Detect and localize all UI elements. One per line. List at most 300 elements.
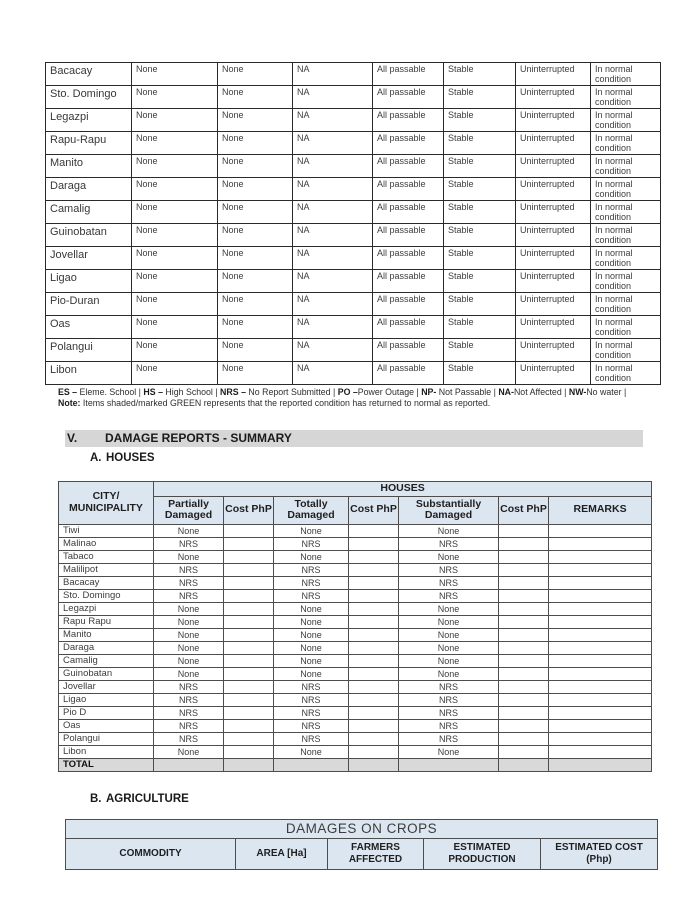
table-row (59, 550, 652, 563)
row-label-cell: Bacacay (46, 63, 132, 86)
value-cell: None (399, 615, 499, 628)
value-cell: All passable (373, 270, 444, 293)
value-cell: NA (293, 201, 373, 224)
value-cell: NA (293, 63, 373, 86)
row-label-cell: Legazpi (59, 602, 154, 615)
value-cell: NA (293, 362, 373, 385)
value-cell: All passable (373, 155, 444, 178)
value-cell (499, 732, 549, 745)
value-cell: None (218, 224, 293, 247)
value-cell (224, 680, 274, 693)
value-cell: None (132, 270, 218, 293)
row-label-cell: Rapu-Rapu (46, 132, 132, 155)
value-cell: None (399, 745, 499, 758)
value-cell: None (132, 201, 218, 224)
value-cell (224, 745, 274, 758)
value-cell: NA (293, 293, 373, 316)
value-cell: In normal condition (591, 63, 661, 86)
value-cell: None (274, 667, 349, 680)
value-cell: NRS (154, 693, 224, 706)
value-cell (349, 680, 399, 693)
houses-col-partially-damaged: Partially Damaged (154, 496, 224, 524)
table-row (46, 247, 661, 270)
value-cell: NRS (154, 680, 224, 693)
value-cell (499, 615, 549, 628)
value-cell: In normal condition (591, 109, 661, 132)
value-cell (349, 667, 399, 680)
value-cell: NRS (154, 563, 224, 576)
status-table (45, 62, 661, 385)
value-cell (224, 563, 274, 576)
value-cell: None (218, 109, 293, 132)
empty-cell (154, 758, 224, 771)
value-cell (224, 537, 274, 550)
table-row (46, 109, 661, 132)
row-label-cell: Ligao (59, 693, 154, 706)
value-cell: NRS (274, 537, 349, 550)
value-cell: None (132, 63, 218, 86)
value-cell (224, 693, 274, 706)
table-row (46, 63, 661, 86)
subsection-title: AGRICULTURE (106, 792, 189, 805)
value-cell: None (218, 155, 293, 178)
value-cell (499, 537, 549, 550)
value-cell: All passable (373, 293, 444, 316)
value-cell: None (154, 550, 224, 563)
table-row (59, 602, 652, 615)
value-cell: None (274, 524, 349, 537)
value-cell: NRS (154, 732, 224, 745)
crops-table-header (66, 819, 658, 869)
empty-cell (499, 758, 549, 771)
value-cell (224, 615, 274, 628)
row-label-cell: Sto. Domingo (46, 86, 132, 109)
value-cell: None (132, 224, 218, 247)
value-cell (349, 745, 399, 758)
value-cell (499, 628, 549, 641)
value-cell: All passable (373, 132, 444, 155)
value-cell: Stable (444, 270, 516, 293)
value-cell: In normal condition (591, 178, 661, 201)
empty-cell (224, 758, 274, 771)
value-cell: Uninterrupted (516, 201, 591, 224)
row-label-cell: Daraga (59, 641, 154, 654)
value-cell: None (218, 86, 293, 109)
table-row (46, 86, 661, 109)
value-cell (549, 550, 652, 563)
value-cell (549, 524, 652, 537)
value-cell (549, 719, 652, 732)
value-cell: All passable (373, 339, 444, 362)
value-cell: NA (293, 132, 373, 155)
subsection-letter: A. (90, 452, 102, 464)
value-cell (499, 563, 549, 576)
table-row (59, 576, 652, 589)
table-row (59, 589, 652, 602)
houses-col-city-line1: CITY/ (92, 490, 120, 503)
value-cell: None (154, 745, 224, 758)
houses-col-cost-1: Cost PhP (224, 496, 274, 524)
value-cell: NA (293, 270, 373, 293)
value-cell (224, 667, 274, 680)
houses-col-cost-3: Cost PhP (499, 496, 549, 524)
value-cell: None (274, 641, 349, 654)
row-label-cell: Libon (46, 362, 132, 385)
value-cell (224, 732, 274, 745)
crops-col-area: AREA [Ha] (236, 838, 328, 869)
value-cell: None (274, 602, 349, 615)
value-cell (224, 589, 274, 602)
value-cell (549, 628, 652, 641)
value-cell: None (132, 178, 218, 201)
value-cell: None (274, 550, 349, 563)
legend-abbreviations: ES – Eleme. School | HS – High School | NRS – No Report Submitted | PO –Power Outage | NP- Not Passable | NA-Not Affected | NW-No water | (58, 387, 627, 397)
row-label-cell: Rapu Rapu (59, 615, 154, 628)
value-cell: None (399, 602, 499, 615)
table-row (59, 732, 652, 745)
subsection-houses (90, 452, 700, 464)
value-cell: NRS (274, 563, 349, 576)
value-cell: None (274, 628, 349, 641)
value-cell: None (132, 86, 218, 109)
value-cell (499, 589, 549, 602)
value-cell: Stable (444, 86, 516, 109)
table-row (59, 654, 652, 667)
value-cell (224, 576, 274, 589)
value-cell: Stable (444, 201, 516, 224)
table-row (46, 155, 661, 178)
value-cell: None (274, 654, 349, 667)
legend-note (58, 398, 648, 409)
value-cell: NRS (399, 719, 499, 732)
row-label-cell: Polangui (59, 732, 154, 745)
value-cell (549, 589, 652, 602)
value-cell: NA (293, 316, 373, 339)
value-cell: NRS (154, 589, 224, 602)
crops-col-estimated-production: ESTIMATED PRODUCTION (424, 838, 541, 869)
crops-col-commodity: COMMODITY (66, 838, 236, 869)
value-cell: Stable (444, 316, 516, 339)
houses-col-city-line2: MUNICIPALITY (69, 501, 143, 514)
value-cell: None (154, 654, 224, 667)
crops-col-estimated-cost: ESTIMATED COST (Php) (541, 838, 658, 869)
value-cell: Uninterrupted (516, 293, 591, 316)
value-cell: NRS (399, 563, 499, 576)
value-cell: All passable (373, 178, 444, 201)
value-cell: None (132, 293, 218, 316)
empty-cell (399, 758, 499, 771)
value-cell (349, 524, 399, 537)
value-cell: In normal condition (591, 201, 661, 224)
row-label-cell: Bacacay (59, 576, 154, 589)
value-cell: Uninterrupted (516, 362, 591, 385)
value-cell: Stable (444, 224, 516, 247)
value-cell (549, 537, 652, 550)
value-cell: Stable (444, 132, 516, 155)
legend-abbr: NW- (568, 387, 587, 397)
value-cell: NRS (274, 680, 349, 693)
value-cell: In normal condition (591, 224, 661, 247)
value-cell: None (218, 293, 293, 316)
value-cell: NRS (274, 576, 349, 589)
table-row (46, 201, 661, 224)
table-row (59, 706, 652, 719)
row-label-cell: Jovellar (59, 680, 154, 693)
status-table-body (46, 63, 661, 385)
value-cell: None (399, 654, 499, 667)
legend (58, 387, 648, 409)
table-row (46, 178, 661, 201)
value-cell: None (132, 247, 218, 270)
value-cell: Uninterrupted (516, 247, 591, 270)
value-cell: NRS (399, 693, 499, 706)
value-cell: NRS (274, 589, 349, 602)
section-heading-damage-reports (65, 430, 643, 447)
table-row (59, 693, 652, 706)
value-cell: In normal condition (591, 316, 661, 339)
value-cell: Stable (444, 362, 516, 385)
houses-total-row (59, 758, 652, 771)
houses-total-label: TOTAL (59, 758, 154, 771)
value-cell (349, 537, 399, 550)
row-label-cell: Sto. Domingo (59, 589, 154, 602)
document-page (0, 62, 700, 906)
empty-cell (349, 758, 399, 771)
value-cell (549, 602, 652, 615)
value-cell: None (399, 628, 499, 641)
value-cell: In normal condition (591, 339, 661, 362)
value-cell: Uninterrupted (516, 132, 591, 155)
row-label-cell: Pio-Duran (46, 293, 132, 316)
value-cell: All passable (373, 224, 444, 247)
value-cell (349, 654, 399, 667)
value-cell (349, 719, 399, 732)
value-cell: NRS (274, 706, 349, 719)
crops-col-farmers-affected: FARMERS AFFECTED (328, 838, 424, 869)
value-cell: In normal condition (591, 293, 661, 316)
row-label-cell: Oas (46, 316, 132, 339)
value-cell: Uninterrupted (516, 339, 591, 362)
table-row (59, 641, 652, 654)
value-cell: In normal condition (591, 86, 661, 109)
value-cell (499, 641, 549, 654)
value-cell: All passable (373, 201, 444, 224)
value-cell (549, 641, 652, 654)
row-label-cell: Ligao (46, 270, 132, 293)
value-cell: None (154, 667, 224, 680)
value-cell (224, 706, 274, 719)
table-row (59, 680, 652, 693)
row-label-cell: Manito (46, 155, 132, 178)
table-row (46, 339, 661, 362)
value-cell: NRS (274, 719, 349, 732)
value-cell: NA (293, 339, 373, 362)
row-label-cell: Malilipot (59, 563, 154, 576)
value-cell: NA (293, 224, 373, 247)
value-cell: Stable (444, 178, 516, 201)
value-cell: NRS (399, 732, 499, 745)
value-cell: Uninterrupted (516, 316, 591, 339)
houses-col-city (59, 482, 154, 525)
value-cell: None (132, 155, 218, 178)
value-cell (549, 654, 652, 667)
value-cell: None (154, 524, 224, 537)
value-cell (549, 576, 652, 589)
value-cell (224, 628, 274, 641)
value-cell: None (218, 339, 293, 362)
value-cell (224, 654, 274, 667)
value-cell: None (218, 270, 293, 293)
value-cell (224, 719, 274, 732)
value-cell (349, 550, 399, 563)
row-label-cell: Polangui (46, 339, 132, 362)
value-cell: NRS (154, 706, 224, 719)
value-cell: NA (293, 247, 373, 270)
row-label-cell: Libon (59, 745, 154, 758)
value-cell: NRS (399, 576, 499, 589)
table-row (59, 615, 652, 628)
value-cell: None (399, 667, 499, 680)
row-label-cell: Manito (59, 628, 154, 641)
value-cell: NRS (154, 719, 224, 732)
value-cell (499, 706, 549, 719)
value-cell: None (132, 339, 218, 362)
houses-table-header (59, 482, 652, 525)
value-cell: In normal condition (591, 132, 661, 155)
row-label-cell: Daraga (46, 178, 132, 201)
section-title: DAMAGE REPORTS - SUMMARY (105, 431, 292, 445)
value-cell: Stable (444, 109, 516, 132)
row-label-cell: Tabaco (59, 550, 154, 563)
value-cell: None (154, 628, 224, 641)
table-row (59, 524, 652, 537)
value-cell: None (218, 362, 293, 385)
value-cell (549, 745, 652, 758)
value-cell: All passable (373, 316, 444, 339)
houses-table (58, 481, 652, 772)
value-cell (224, 602, 274, 615)
value-cell: NRS (274, 693, 349, 706)
value-cell: Stable (444, 63, 516, 86)
houses-group-header: HOUSES (154, 482, 652, 497)
section-number: V. (67, 431, 78, 445)
legend-abbr: PO – (337, 387, 358, 397)
value-cell (549, 615, 652, 628)
houses-table-body (59, 524, 652, 758)
value-cell (349, 628, 399, 641)
value-cell (549, 706, 652, 719)
value-cell: Stable (444, 339, 516, 362)
empty-cell (549, 758, 652, 771)
value-cell (499, 602, 549, 615)
value-cell: None (132, 109, 218, 132)
value-cell: None (132, 316, 218, 339)
row-label-cell: Camalig (46, 201, 132, 224)
empty-cell (274, 758, 349, 771)
legend-abbr: ES – (58, 387, 78, 397)
value-cell: All passable (373, 86, 444, 109)
table-row (46, 270, 661, 293)
value-cell: In normal condition (591, 270, 661, 293)
row-label-cell: Camalig (59, 654, 154, 667)
value-cell (224, 524, 274, 537)
houses-col-totally-damaged: Totally Damaged (274, 496, 349, 524)
table-row (59, 537, 652, 550)
value-cell: None (154, 602, 224, 615)
value-cell (499, 667, 549, 680)
table-row (59, 719, 652, 732)
value-cell (499, 680, 549, 693)
subsection-letter: B. (90, 792, 102, 805)
table-row (59, 563, 652, 576)
row-label-cell: Legazpi (46, 109, 132, 132)
value-cell (499, 524, 549, 537)
value-cell (549, 693, 652, 706)
legend-abbr: NP- (421, 387, 437, 397)
value-cell (499, 654, 549, 667)
value-cell (349, 576, 399, 589)
value-cell (224, 550, 274, 563)
value-cell (349, 615, 399, 628)
value-cell: None (218, 201, 293, 224)
value-cell: Uninterrupted (516, 270, 591, 293)
value-cell (224, 641, 274, 654)
value-cell: Uninterrupted (516, 178, 591, 201)
value-cell (349, 706, 399, 719)
value-cell (349, 563, 399, 576)
row-label-cell: Malinao (59, 537, 154, 550)
row-label-cell: Guinobatan (59, 667, 154, 680)
value-cell: NRS (399, 537, 499, 550)
value-cell (349, 589, 399, 602)
value-cell: In normal condition (591, 155, 661, 178)
value-cell: All passable (373, 362, 444, 385)
value-cell: Uninterrupted (516, 86, 591, 109)
value-cell: None (218, 247, 293, 270)
crops-table (65, 819, 658, 870)
value-cell: None (218, 132, 293, 155)
value-cell: In normal condition (591, 362, 661, 385)
value-cell: None (218, 178, 293, 201)
value-cell: None (399, 641, 499, 654)
value-cell: NA (293, 86, 373, 109)
subsection-title: HOUSES (106, 452, 155, 464)
value-cell: Uninterrupted (516, 224, 591, 247)
row-label-cell: Oas (59, 719, 154, 732)
value-cell: NA (293, 155, 373, 178)
value-cell: NA (293, 109, 373, 132)
value-cell: Uninterrupted (516, 109, 591, 132)
value-cell: All passable (373, 247, 444, 270)
value-cell: None (399, 524, 499, 537)
value-cell: None (218, 316, 293, 339)
value-cell: Uninterrupted (516, 155, 591, 178)
value-cell: None (274, 615, 349, 628)
row-label-cell: Guinobatan (46, 224, 132, 247)
value-cell: NRS (274, 732, 349, 745)
houses-col-substantially-damaged: Substantially Damaged (399, 496, 499, 524)
value-cell: NRS (399, 706, 499, 719)
value-cell: None (399, 550, 499, 563)
table-row (59, 667, 652, 680)
table-row (59, 628, 652, 641)
legend-note-label: Note: (58, 398, 81, 408)
value-cell (499, 693, 549, 706)
value-cell: NRS (399, 680, 499, 693)
value-cell: None (132, 362, 218, 385)
row-label-cell: Jovellar (46, 247, 132, 270)
table-row (59, 745, 652, 758)
